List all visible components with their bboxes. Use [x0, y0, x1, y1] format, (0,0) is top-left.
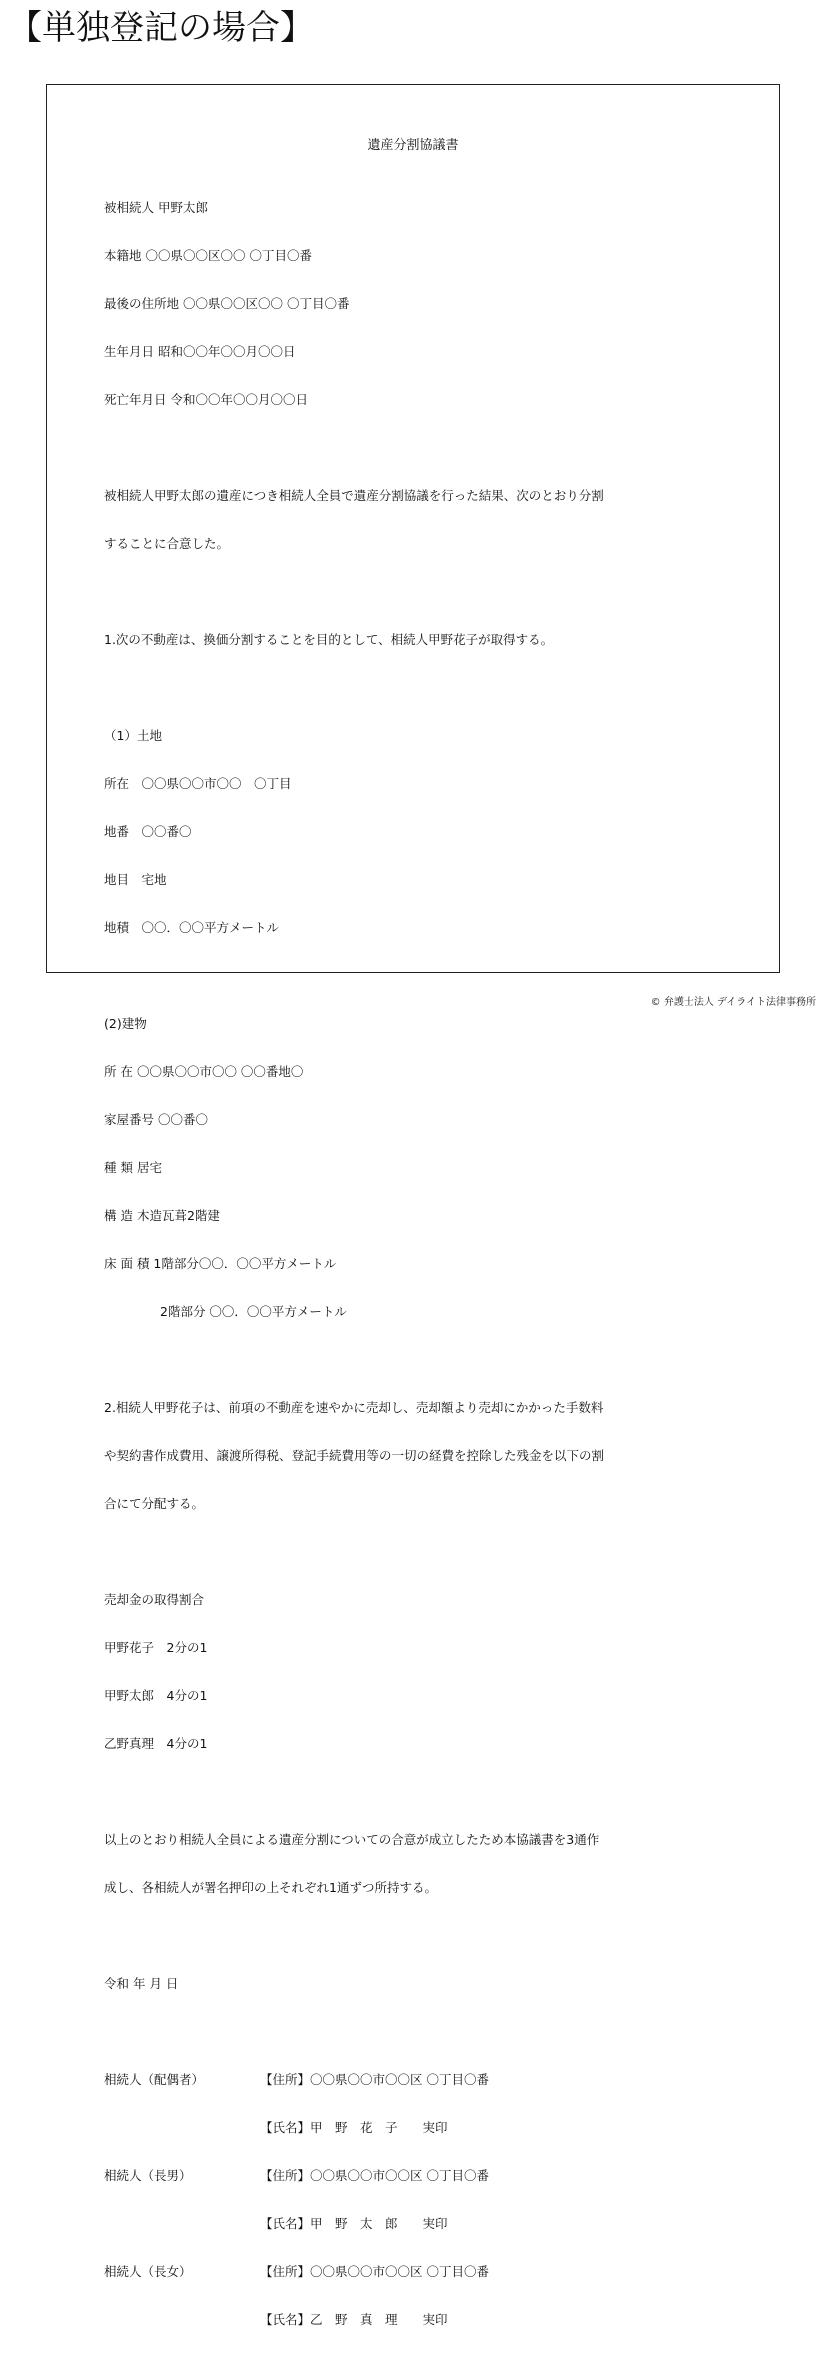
heir-role: 相続人（長男） — [104, 2168, 192, 2183]
building-line: 種 類 居宅 — [104, 1160, 162, 1175]
decedent-line: 最後の住所地 〇〇県〇〇区〇〇 〇丁目〇番 — [104, 296, 350, 311]
heir-row — [104, 2120, 744, 2136]
heir-row — [104, 2312, 744, 2328]
page-heading: 【単独登記の場合】 — [8, 8, 314, 48]
share-line: 売却金の取得割合 — [104, 1592, 205, 1607]
document-date: 令和 年 月 日 — [104, 1976, 179, 1991]
clause-1: 1.次の不動産は、換価分割することを目的として、相続人甲野花子が取得する。 — [104, 632, 554, 647]
closing-line: 成し、各相続人が署名押印の上それぞれ1通ずつ所持する。 — [104, 1880, 437, 1895]
heir-row — [104, 2216, 744, 2232]
share-line: 甲野花子 2分の1 — [104, 1640, 208, 1655]
land-line: （1）土地 — [104, 728, 162, 743]
building-line: 所 在 〇〇県〇〇市〇〇 〇〇番地〇 — [104, 1064, 304, 1079]
document-title: 遺産分割協議書 — [367, 138, 459, 153]
closing-line: 以上のとおり相続人全員による遺産分割についての合意が成立したため本協議書を3通作 — [104, 1832, 600, 1847]
heir-address: 【住所】〇〇県〇〇市〇〇区 〇丁目〇番 — [260, 2264, 489, 2279]
decedent-line: 生年月日 昭和〇〇年〇〇月〇〇日 — [104, 344, 296, 359]
decedent-line: 本籍地 〇〇県〇〇区〇〇 〇丁目〇番 — [104, 248, 312, 263]
building-line: 床 面 積 1階部分〇〇．〇〇平方メートル — [104, 1256, 337, 1271]
preamble-line: することに合意した。 — [104, 536, 230, 551]
building-floor2-line: 2階部分 〇〇．〇〇平方メートル — [160, 1304, 347, 1319]
heir-address: 【住所】〇〇県〇〇市〇〇区 〇丁目〇番 — [260, 2072, 489, 2087]
copyright-notice: © 弁護士法人 デイライト法律事務所 — [650, 997, 816, 1008]
decedent-line: 死亡年月日 令和〇〇年〇〇月〇〇日 — [104, 392, 308, 407]
preamble-line: 被相続人甲野太郎の遺産につき相続人全員で遺産分割協議を行った結果、次のとおり分割 — [104, 488, 604, 503]
heir-role: 相続人（配偶者） — [104, 2072, 205, 2087]
land-line: 地積 〇〇．〇〇平方メートル — [104, 920, 280, 935]
building-line: 家屋番号 〇〇番〇 — [104, 1112, 208, 1127]
land-line: 地番 〇〇番〇 — [104, 824, 192, 839]
building-line: 構 造 木造瓦葺2階建 — [104, 1208, 220, 1223]
heir-row — [104, 2072, 744, 2088]
heir-name: 【氏名】甲 野 太 郎 実印 — [260, 2216, 448, 2231]
heir-name: 【氏名】乙 野 真 理 実印 — [260, 2312, 448, 2327]
clause-2-line: や契約書作成費用、譲渡所得税、登記手続費用等の一切の経費を控除した残金を以下の割 — [104, 1448, 605, 1463]
document-body — [104, 168, 744, 2360]
land-line: 地目 宅地 — [104, 872, 167, 887]
decedent-line: 被相続人 甲野太郎 — [104, 200, 208, 215]
share-line: 甲野太郎 4分の1 — [104, 1688, 208, 1703]
heir-row — [104, 2168, 744, 2184]
heir-row — [104, 2264, 744, 2280]
land-line: 所在 〇〇県〇〇市〇〇 〇丁目 — [104, 776, 292, 791]
heir-address: 【住所】〇〇県〇〇市〇〇区 〇丁目〇番 — [260, 2168, 489, 2183]
heir-name: 【氏名】甲 野 花 子 実印 — [260, 2120, 448, 2135]
heir-role: 相続人（長女） — [104, 2264, 192, 2279]
clause-2-line: 合にて分配する。 — [104, 1496, 205, 1511]
clause-2-line: 2.相続人甲野花子は、前項の不動産を速やかに売却し、売却額より売却にかかった手数料 — [104, 1400, 604, 1415]
share-line: 乙野真理 4分の1 — [104, 1736, 208, 1751]
building-line: (2)建物 — [104, 1016, 147, 1031]
